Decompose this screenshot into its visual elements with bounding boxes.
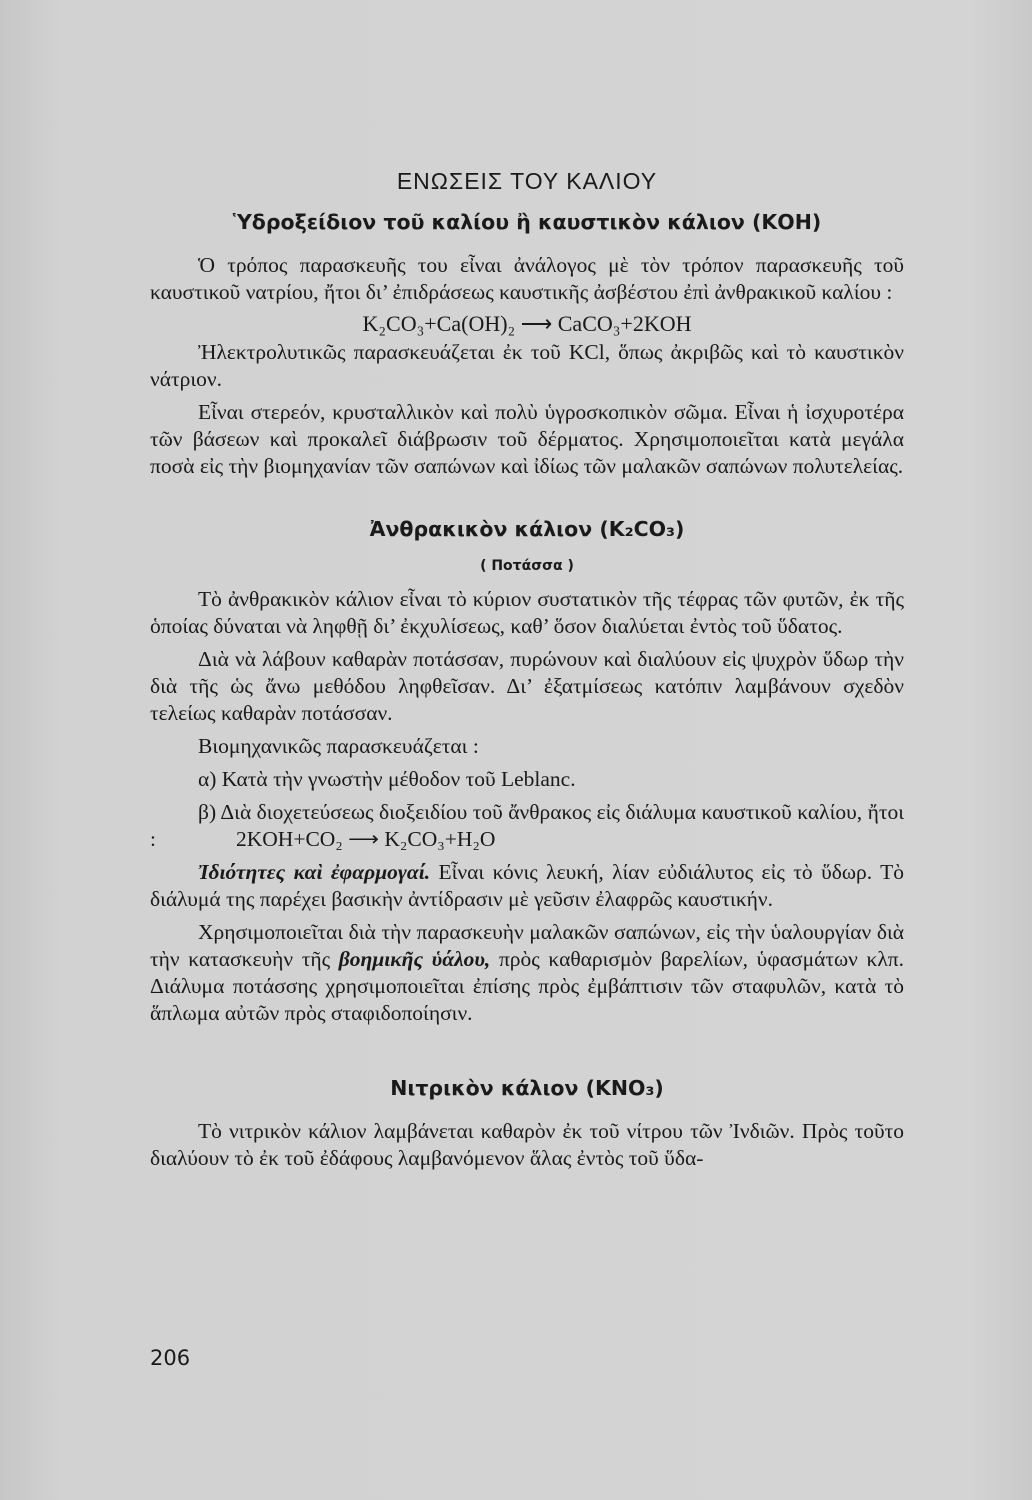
k2co3-uses-emph: βοημικῆς ὑάλου, xyxy=(338,947,491,971)
k2co3-method-a: α) Κατὰ τὴν γνωστὴν μέθοδον τοῦ Leblanc. xyxy=(198,767,576,791)
koh-properties: Εἶναι στερεόν, κρυσταλλικὸν καὶ πολὺ ὑγροσκοπικὸν σῶμα. Εἶναι ἡ ἰσχυροτέρα τῶν βάσεων καὶ προκαλεῖ διάβρωσιν τοῦ δέρματος. Χρησιμοποιεῖται κατὰ μεγάλα ποσὰ εἰς τὴν βιομηχανίαν τῶν σαπώνων καὶ ἰδίως τῶν μαλακῶν σαπώνων πολυτελείας. xyxy=(150,400,904,478)
section-title-kno3: Νιτρικὸν κάλιον (ΚΝΟ₃) xyxy=(390,1076,664,1100)
page-number: 206 xyxy=(150,1346,191,1370)
chapter-title: ΕΝΩΣΕΙΣ ΤΟΥ ΚΑΛΙΟΥ xyxy=(396,168,658,194)
k2co3-reaction: 2KOH+CO₂ ⟶ K₂CO₃+H₂O xyxy=(235,827,496,851)
k2co3-para1: Τὸ ἀνθρακικὸν κάλιον εἶναι τὸ κύριον συστατικὸν τῆς τέφρας τῶν φυτῶν, ἐκ τῆς ὁποίας δύναται νὰ ληφθῇ δι’ ἐκχυλίσεως, καθ’ ὅσον διαλύεται ἐντὸς τοῦ ὕδατος. xyxy=(150,587,904,638)
k2co3-method-b-text: β) Διὰ διοχετεύσεως διοξειδίου τοῦ ἄνθρακος εἰς διάλυμα καυστικοῦ καλίου, ἤτοι : xyxy=(150,800,904,851)
k2co3-uses-start: Χρησιμοποιεῖται διὰ τὴν παρασκευὴν μαλακῶν σαπώνων, εἰς τὴν ὑαλουργίαν διὰ τὴν κατασκευὴν τῆς xyxy=(150,920,904,971)
k2co3-para2: Διὰ νὰ λάβουν καθαρὰν ποτάσσαν, πυρώνουν καὶ διαλύουν εἰς ψυχρὸν ὕδωρ τὴν διὰ τῆς ὡς ἄνω μεθόδου ληφθεῖσαν. Δι’ ἐξατμίσεως κατόπιν λαμβάνουν σχεδὸν τελείως καθαρὰν ποτάσσαν. xyxy=(150,647,904,725)
k2co3-properties xyxy=(150,859,904,913)
koh-reaction: K₂CO₃+Ca(OH)₂ ⟶ CaCO₃+2KOH xyxy=(362,311,692,336)
k2co3-subtitle: ( Ποτάσσα ) xyxy=(480,558,574,574)
koh-electrolytic: Ἠλεκτρολυτικῶς παρασκευάζεται ἐκ τοῦ KCl, ὅπως ἀκριβῶς καὶ τὸ καυστικὸν νάτριον. xyxy=(150,340,904,391)
k2co3-uses xyxy=(150,919,904,1027)
section-title-k2co3: Ἀνθρακικὸν κάλιον (K₂CO₃) xyxy=(369,517,685,541)
page-content xyxy=(150,168,904,1172)
kno3-para1: Τὸ νιτρικὸν κάλιον λαμβάνεται καθαρὸν ἐκ τοῦ νίτρου τῶν Ἰνδιῶν. Πρὸς τοῦτο διαλύουν τὸ ἐκ τοῦ ἐδάφους λαμβανόμενον ἅλας ἐντὸς τοῦ ὕδα- xyxy=(150,1119,904,1170)
k2co3-props-text: Εἶναι κόνις λευκή, λίαν εὐδιάλυτος εἰς τὸ ὕδωρ. Τὸ διάλυμά της παρέχει βασικὴν ἀντίδρασιν μὲ γεῦσιν ἐλαφρῶς καυστικήν. xyxy=(150,860,904,911)
k2co3-props-heading: Ἰδιότητες καὶ ἐφαρμογαί. xyxy=(198,860,431,884)
k2co3-para3: Βιομηχανικῶς παρασκευάζεται : xyxy=(198,734,479,758)
koh-intro: Ὁ τρόπος παρασκευῆς του εἶναι ἀνάλογος μὲ τὸν τρόπον παρασκευῆς τοῦ καυστικοῦ νατρίου, ἤτοι δι’ ἐπιδράσεως καυστικῆς ἀσβέστου ἐπὶ ἀνθρακικοῦ καλίου : xyxy=(150,253,904,304)
k2co3-uses-end: πρὸς καθαρισμὸν βαρελίων, ὑφασμάτων κλπ. Διάλυμα ποτάσσης χρησιμοποιεῖται ἐπίσης πρὸς ἐμβάπτισιν τῶν σταφυλῶν, κατὰ τὸ ἅπλωμα αὐτῶν πρὸς σταφιδοποίησιν. xyxy=(150,947,905,1025)
section-title-koh: Ὑδροξείδιον τοῦ καλίου ἢ καυστικὸν κάλιον (ΚΟΗ) xyxy=(232,210,822,234)
k2co3-method-b xyxy=(150,799,904,853)
